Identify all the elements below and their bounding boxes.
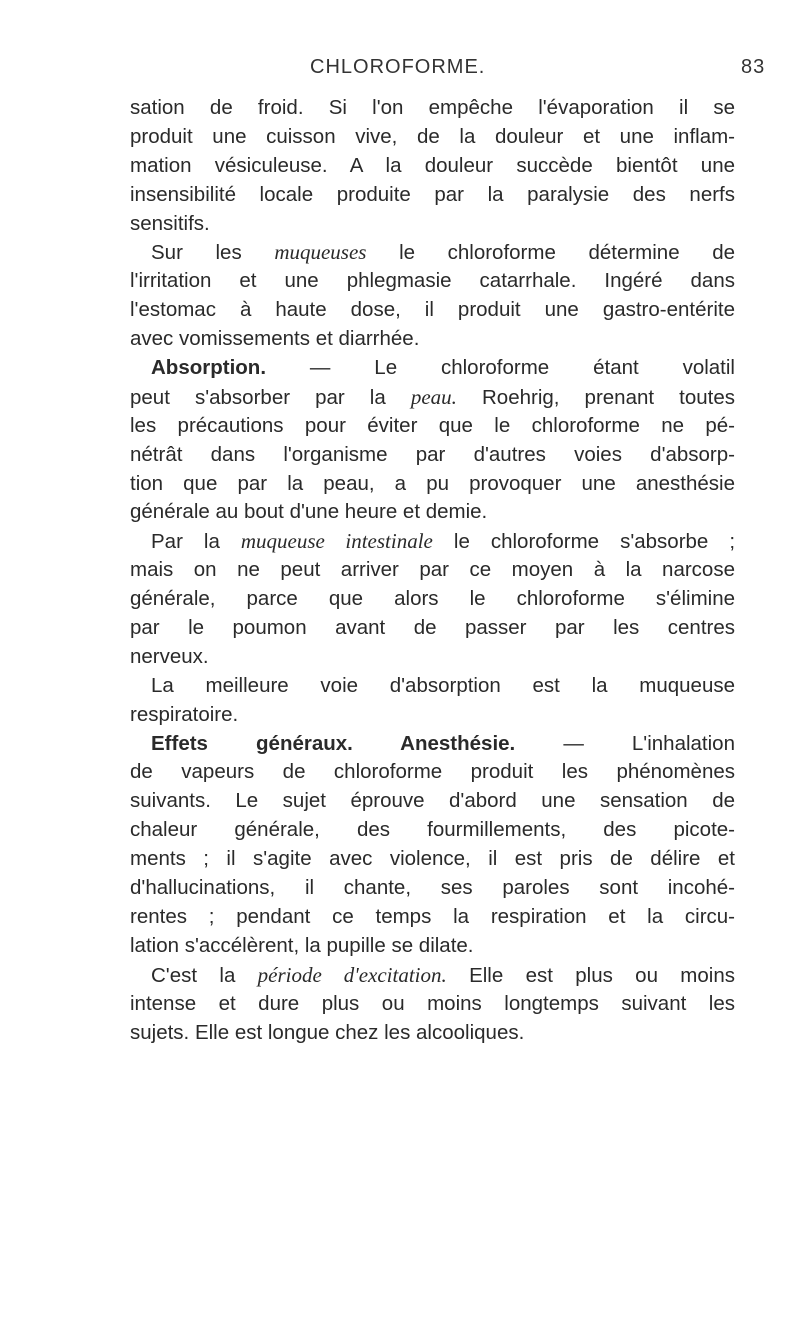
- italic-term: peau.: [410, 384, 457, 409]
- text-line: par le poumon avant de passer par les centres: [130, 616, 735, 640]
- text-line: peut s'absorber par la peau. Roehrig, prenant toutes: [130, 384, 735, 409]
- text-line: C'est la période d'excitation. Elle est plus ou moins: [151, 962, 735, 987]
- italic-term: muqueuse intestinale: [240, 529, 433, 554]
- running-header: [0, 56, 800, 86]
- section-heading: Effets généraux. Anesthésie.: [151, 731, 516, 755]
- text-line: rentes ; pendant ce temps la respiration et la circu-: [130, 904, 735, 928]
- text-line: lation s'accélèrent, la pupille se dilate.: [130, 933, 474, 957]
- italic-term: muqueuses: [274, 240, 367, 265]
- text-line: d'hallucinations, il chante, ses paroles sont incohé-: [130, 876, 735, 900]
- text-line: sujets. Elle est longue chez les alcooliques.: [130, 1020, 525, 1044]
- text-line: respiratoire.: [130, 702, 239, 726]
- text-line: Par la muqueuse intestinale le chloroforme s'absorbe ;: [151, 529, 736, 554]
- text-line: intense et dure plus ou moins longtemps suivant les: [130, 991, 735, 1015]
- text-line: chaleur générale, des fourmillements, des picote-: [130, 818, 735, 842]
- section-heading: Absorption.: [151, 356, 267, 380]
- text-line: Absorption. — Le chloroforme étant volatil: [151, 356, 735, 380]
- body-text: [130, 94, 735, 1047]
- text-line: avec vomissements et diarrhée.: [130, 327, 420, 351]
- text-line: Sur les muqueuses le chloroforme détermine de: [151, 240, 736, 265]
- text-line: l'estomac à haute dose, il produit une gastro-entérite: [130, 298, 735, 322]
- text-line: l'irritation et une phlegmasie catarrhale. Ingéré dans: [130, 269, 735, 293]
- text-line: générale au bout d'une heure et demie.: [130, 500, 488, 524]
- text-line: nerveux.: [130, 644, 209, 668]
- text-line: produit une cuisson vive, de la douleur et une inflam-: [130, 124, 735, 148]
- text-line: mation vésiculeuse. A la douleur succède bientôt une: [130, 153, 735, 177]
- text-line: suivants. Le sujet éprouve d'abord une sensation de: [130, 789, 735, 813]
- italic-term: période d'excitation.: [257, 962, 447, 987]
- running-title: CHLOROFORME.: [310, 56, 486, 78]
- text-line: ments ; il s'agite avec violence, il est pris de délire et: [130, 847, 735, 871]
- page-number: 83: [741, 56, 766, 78]
- text-line: sensitifs.: [130, 211, 210, 235]
- text-line: nétrât dans l'organisme par d'autres voies d'absorp-: [130, 442, 735, 466]
- text-line: insensibilité locale produite par la paralysie des nerfs: [130, 182, 735, 206]
- text-line: de vapeurs de chloroforme produit les phénomènes: [130, 760, 735, 784]
- text-line: mais on ne peut arriver par ce moyen à la narcose: [130, 558, 735, 582]
- text-line: Effets généraux. Anesthésie. — L'inhalation: [151, 731, 735, 755]
- text-line: sation de froid. Si l'on empêche l'évaporation il se: [130, 96, 735, 119]
- text-line: les précautions pour éviter que le chloroforme ne pé-: [130, 413, 735, 437]
- text-line: tion que par la peau, a pu provoquer une anesthésie: [130, 471, 735, 495]
- text-line: générale, parce que alors le chloroforme s'élimine: [130, 587, 735, 611]
- text-line: La meilleure voie d'absorption est la muqueuse: [151, 673, 735, 697]
